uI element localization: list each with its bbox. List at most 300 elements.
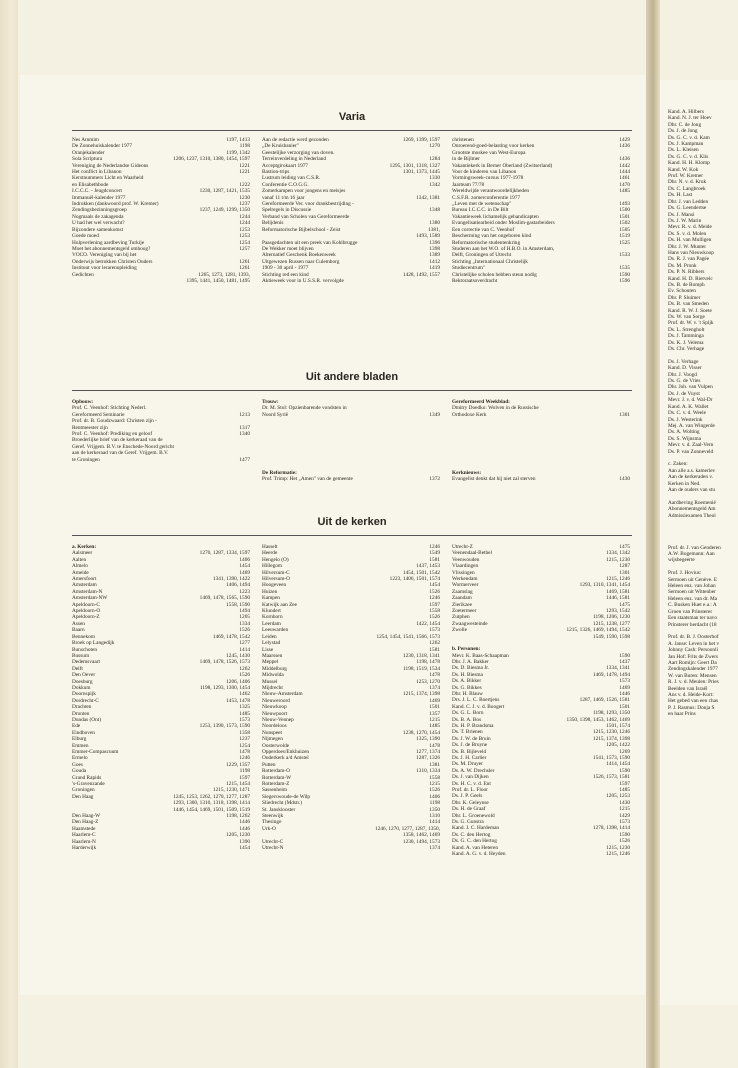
entry-title: „Leven met de wetenschap" <box>452 201 512 208</box>
facing-page-line: Sermoen uit Genève. E <box>668 576 718 583</box>
entry-title: Zutphen <box>452 614 470 621</box>
entry-pages: 1246 <box>429 595 440 602</box>
entry-title: Dmitry Doedko: Wolven in de Russische <box>452 405 539 412</box>
facing-page-line: Dhr. Joh. van Vulpen <box>668 384 713 391</box>
entry-pages: 1341, 1390, 1422 <box>212 576 250 583</box>
entry-pages: 1269 <box>619 748 630 755</box>
facing-page-line: Abonnementsgeld Am <box>668 506 716 513</box>
entry-title: Broek op Langedijk <box>72 640 115 647</box>
entry-pages: 1287 <box>619 563 630 570</box>
entry-pages: 1478 <box>429 742 440 749</box>
entry-pages: 1223 <box>239 588 250 595</box>
book-gutter <box>646 0 660 1068</box>
entry-title: C.S.F.R. zomerconferentie 1977 <box>452 194 521 201</box>
entry-pages: 1245, 1253, 1262, 1270, 1277, 1287 <box>173 793 250 800</box>
kerken-list-1 <box>72 550 250 851</box>
facing-page-line: Ds. J. Verhage <box>668 358 699 365</box>
entry-title: Wereldwijde verantwoordelijkheden <box>452 188 530 195</box>
entry-pages: 1215 <box>429 716 440 723</box>
entry-title: Leiden <box>262 633 277 640</box>
entry-title: Dundas (Ont) <box>72 716 101 723</box>
entry-pages: 1223, 1406, 1501, 1574 <box>389 576 440 583</box>
facing-page-line: Ds. G. C. v. d. Klis <box>668 153 709 160</box>
entry-title: Urk-O <box>262 825 276 832</box>
facing-page-line: Mevr. v. d. Zaal-Vern <box>668 442 714 449</box>
entry-title: Den Haag <box>72 793 94 800</box>
entry-pages: 1246 <box>239 755 250 762</box>
geref-weekblad-block <box>452 399 630 418</box>
book-spine-left <box>0 0 18 1068</box>
entry-pages: 1253, 1390, 1573, 1590 <box>199 723 250 730</box>
entry-pages: 1349 <box>429 411 440 418</box>
entry-title: Haamstede <box>72 825 96 832</box>
entry-pages: 1253, 1270 <box>416 678 440 685</box>
entry-title: Dhr. J. A. Bakker <box>452 658 489 665</box>
entry-title: Ede <box>72 723 81 730</box>
entry-title: Ds. J. P. Geels <box>452 793 483 800</box>
entry-title: Delft, Groningen of Utrecht <box>452 252 512 259</box>
entry-title: Grootste moskee van West-Europa <box>452 149 526 156</box>
entry-pages: 1198 <box>239 143 250 150</box>
facing-page-line: Ds. J. de Vuyst <box>668 390 700 397</box>
entry-pages: 1475 <box>619 544 630 550</box>
facing-page-line: Ds. Chr. Verhage <box>668 346 705 353</box>
entry-title: Rektoraatsoverdracht <box>452 277 498 284</box>
index-entry <box>452 412 630 418</box>
facing-page-line: Admissiexamen Theol <box>668 512 716 519</box>
section-title: Uit andere bladen <box>305 371 399 383</box>
entry-pages: 1469 <box>619 684 630 691</box>
facing-page-line: Ds. J. Kampman <box>668 141 704 148</box>
entry-pages: 1293, 1542 <box>606 608 630 615</box>
entry-pages: 1469, 1478, 1565, 1590 <box>199 595 250 602</box>
entry-pages: 1414 <box>429 819 440 826</box>
entry-pages: 1493, 1589 <box>416 233 440 240</box>
facing-page-line: Kerken in Ned. <box>668 480 701 487</box>
facing-page-line: Ans v. d. Heide-Kort: <box>668 691 714 698</box>
entry-title: Noord Syrië <box>262 411 289 418</box>
entry-title: Rotterdam-Z <box>262 781 290 788</box>
entry-pages: 1469 <box>239 569 250 576</box>
entry-title: Apeldoorn-Z <box>72 614 100 621</box>
entry-title: Prof. dr. B. Goudzwaard: Christen zijn - <box>72 418 157 425</box>
entry-pages: 1597 <box>239 774 250 781</box>
entry-title: vanaf 11 t/m 16 jaar <box>262 194 305 201</box>
facing-page-line: Aan alle a.s. kamerlev <box>668 467 716 474</box>
entry-pages: 1446 <box>239 819 250 826</box>
entry-title: Nieuwkoop <box>262 704 287 711</box>
entry-title: Maarssen <box>262 652 283 659</box>
entry-pages: 1478 <box>239 749 250 755</box>
entry-title: Baarn <box>72 627 85 634</box>
entry-pages: 1485 <box>619 787 630 794</box>
entry-title: Prof. dr. L. Floor <box>452 787 488 794</box>
entry-title: Zomerkampen voor jongens en meisjes <box>262 188 346 195</box>
entry-title: U had het wel verwacht? <box>72 220 125 227</box>
entry-pages: 1215 <box>619 806 630 813</box>
entry-pages: 1215, 1246 <box>606 851 630 858</box>
entry-title: De Zonnehuiskalender 1977 <box>72 143 133 150</box>
entry-title: Kerstnummers Licht en Waarheid <box>72 175 144 182</box>
entry-title: Broederlijke brief van de kerkeraad van de <box>72 437 163 444</box>
facing-page-line: Ds. J. W. Marin <box>668 217 702 224</box>
entry-pages: 1381 <box>429 761 440 768</box>
entry-title: Wormerveer <box>452 582 479 589</box>
entry-title: Ds. J. H. Carlier <box>452 755 487 761</box>
entry-pages: 1198, 1293, 1350 <box>593 710 630 717</box>
entry-pages: 1238, 1270, 1454 <box>402 729 440 736</box>
entry-pages: 1442 <box>619 162 630 169</box>
entry-pages: 1342, 1381 <box>416 194 440 201</box>
entry-pages: 1253 <box>239 226 250 233</box>
entry-pages: 1215 <box>429 781 440 788</box>
entry-title: Nes Ammim <box>72 137 99 143</box>
entry-pages: 1446, 1454, 1469, 1501, 1509, 1519 <box>173 806 250 813</box>
entry-title: Dronten <box>72 710 90 717</box>
entry-title: Doornspijk <box>72 691 96 698</box>
facing-page-line: Ds. K. J. Velema <box>668 339 704 346</box>
entry-title: Dhr. H. Blauw <box>452 690 483 697</box>
facing-page-line: Kand. A. K. Wallet <box>668 403 709 410</box>
entry-title: Geref. Vrijgem. B.V. te Enschede-Noord gericht <box>72 443 175 450</box>
entry-title: Mussel <box>262 678 278 685</box>
entry-title: Prof. C. Veenhof: Stichting Nederl. <box>72 405 147 412</box>
entry-pages: 1215, 1374, 1398 <box>402 691 440 698</box>
facing-page-line: A. Janse: Leven in het v <box>668 640 720 647</box>
entry-title: Acceptgirokaart 1977 <box>262 162 309 169</box>
section-title: Uit de kerken <box>317 516 387 528</box>
entry-pages: 1205, 1422 <box>606 742 630 749</box>
entry-title: VOCO. Vereniging van bij het <box>72 252 137 259</box>
entry-title: te Groningen <box>72 456 100 463</box>
entry-pages: 1526 <box>619 838 630 845</box>
facing-page-line: Kand. D. Visser <box>668 365 702 372</box>
entry-title: Ds. J. de Bruyne <box>452 742 488 749</box>
entry-pages: 1254 <box>239 239 250 246</box>
entry-title: Ds. J. van Dijken <box>452 774 489 781</box>
entry-pages: 1573 <box>619 819 630 826</box>
reformatie-block <box>262 470 440 483</box>
entry-title: Ds. H. C. v. d. Ent <box>452 780 491 787</box>
entry-pages: 1389 <box>429 252 440 259</box>
facing-page-line: Mevr. J. v. d. Wal-Dr <box>668 397 713 404</box>
entry-title: Geestelijke verzorging van doven. <box>262 149 335 156</box>
entry-pages: 1437 <box>619 658 630 665</box>
facing-page-line: Aan de kerkeraden v. <box>668 474 713 481</box>
entry-pages: 1270 <box>429 143 440 150</box>
entry-title: Kand. C. J. v. d. Boogert <box>452 703 505 710</box>
facing-page-line: Ev. Schouten <box>668 288 696 295</box>
entry-title: Hasselt <box>262 544 278 550</box>
geref-weekblad-list <box>452 405 630 418</box>
facing-page-line: Kand. H. H. Klomp <box>668 160 710 167</box>
entry-title: Heerde <box>262 550 278 557</box>
facing-page-line: Kand. W. Kok <box>668 166 699 173</box>
facing-page-line: Heleen enz. van Johan <box>668 583 716 590</box>
entry-title: St. Jansklooster <box>262 806 296 813</box>
entry-pages: 1215, 1230, 1246 <box>592 729 630 736</box>
entry-title: Hillegom <box>262 563 283 570</box>
entry-pages: 1357 <box>429 710 440 717</box>
entry-pages: 1198, 1478 <box>416 659 440 666</box>
block-heading: Opbouw: <box>72 399 94 405</box>
facing-page-line: Aart Romijn: Geert Da <box>668 659 717 666</box>
facing-page-line: Aan de ouders van stu <box>668 486 716 493</box>
entry-title: Amersfoort <box>72 576 97 583</box>
entry-title: Lustrum leiding van C.S.R. <box>262 175 321 182</box>
entry-title: Opperdoes/Enkhuizen <box>262 749 310 755</box>
entry-title: Paasgedachten uit een preek van Kohlbrugge <box>262 239 358 246</box>
entry-title: Gereformeerde Ver. voor drankbestrijding - <box>262 201 354 208</box>
facing-page-line: Ds. M. Pronk <box>668 262 697 269</box>
entry-title: Zwolle <box>452 627 468 634</box>
entry-pages: 1469, 1478, 1526, 1573 <box>199 659 250 666</box>
entry-pages: 1436 <box>619 156 630 163</box>
entry-title: in de Bijlmer <box>452 156 480 163</box>
entry-title: I.C.C.C. - Jeugdconcert <box>72 188 123 195</box>
facing-page-line: Dhr. J. Voogd <box>668 371 697 378</box>
entry-pages: 1454 <box>429 582 440 589</box>
entry-title: Nieuw-Vennep <box>262 716 294 723</box>
entry-pages: 1454, 1501, 1542 <box>402 569 440 576</box>
facing-page-line: Dhr. P. Sluimer <box>668 294 701 301</box>
entry-title: Ermelo <box>72 755 88 762</box>
entry-pages: 1197, 1413 <box>226 137 250 143</box>
entry-pages: 1334, 1341 <box>606 665 630 672</box>
facing-page-line: Prof. dr. W. v. 't Spijk <box>668 320 714 327</box>
entry-pages: 1430 <box>619 799 630 806</box>
entry-title: Rotterdam-O <box>262 768 290 775</box>
entry-title: Kand. A. G. v. d. Heyden <box>452 851 506 858</box>
entry-pages: 1395, 1441, 1450, 1481, 1495 <box>186 277 250 284</box>
entry-title: Apeldoorn-C <box>72 601 100 608</box>
entry-title: Dokkum <box>72 684 91 691</box>
entry-title: Amsterdam-N <box>72 588 103 595</box>
entry-pages: 1485 <box>429 723 440 730</box>
entry-title: Belijdenis <box>262 220 284 227</box>
entry-pages: 1505 <box>619 226 630 233</box>
entry-title: Het conflict in Libanon <box>72 169 122 176</box>
entry-title: Hengelo (O) <box>262 556 289 563</box>
trouw-block <box>262 399 440 418</box>
entry-pages: 1277, 1374 <box>416 749 440 755</box>
entry-pages: 1229, 1357 <box>226 761 250 768</box>
entry-pages: 1500 <box>619 207 630 214</box>
entry-title: Prof. Trimp: Het „Amen" van de gemeente <box>262 476 353 483</box>
entry-pages: 1206, 1237, 1310, 1380, 1454, 1597 <box>173 156 250 163</box>
facing-page-line: Prinsterer herdacht (18 <box>668 621 717 628</box>
entry-title: Vereniging de Nederlandse Gideons <box>72 162 149 169</box>
entry-title: Hoogeveen <box>262 582 287 589</box>
section-rule <box>72 535 632 536</box>
entry-pages: 1469 <box>429 697 440 704</box>
facing-page-line: Dhr. N. v. d. Kruk <box>668 179 707 186</box>
entry-title: Doesburg <box>72 678 93 685</box>
entry-title: Vakantieweek lichamelijk gehandicapten <box>452 213 539 220</box>
entry-title: Utrecht-Z <box>452 544 473 550</box>
entry-title: Stichting „Internationaal Christelijk <box>452 258 528 265</box>
entry-pages: 1310 <box>429 813 440 820</box>
entry-pages: 1396 <box>429 239 440 246</box>
entry-title: Gereformeerd Seminarie <box>72 411 125 418</box>
facing-page-line: C. Busken Huet e.a.: A <box>668 602 717 609</box>
entry-pages: 1358, 1462, 1469 <box>402 832 440 839</box>
entry-pages: 1406 <box>239 556 250 563</box>
entry-pages: 1454 <box>239 563 250 570</box>
facing-page-line: Ds. P. N. Ribbers <box>668 269 705 276</box>
index-entry <box>262 278 440 284</box>
entry-pages: 1246, 1270, 1277, 1287, 1350, <box>375 825 440 832</box>
entry-title: Onroerend-goed-belasting voor kerken <box>452 143 535 150</box>
entry-title: Aktieweek voor in U.S.S.R. vervolgde <box>262 277 344 284</box>
entry-pages: 1244 <box>239 220 250 227</box>
entry-title: De Wekker moet blijven <box>262 245 314 252</box>
entry-pages: 1215, 1374, 1398 <box>592 735 630 742</box>
index-entry <box>72 278 250 284</box>
entry-title: Evangelisatiearbeid onder Moslim-gastarbeiders <box>452 220 555 227</box>
entry-pages: 1374 <box>429 684 440 691</box>
entry-title: Jaarteam 77/78 <box>452 181 485 188</box>
entry-pages: 1390 <box>239 838 250 845</box>
entry-title: Emmen <box>72 742 89 749</box>
facing-page-line: P. J. Rasmus: Donja S <box>668 704 715 711</box>
entry-pages: 1446 <box>239 825 250 832</box>
entry-pages: 1477 <box>239 456 250 463</box>
entry-pages: 1573 <box>429 627 440 634</box>
entry-pages: 1287, 1469, 1526, 1581 <box>579 697 630 704</box>
entry-title: Ds. H. P. Brandsma <box>452 722 494 729</box>
entry-title: Reformatorische studentenkring <box>452 239 521 246</box>
entry-pages: 1284 <box>429 156 440 163</box>
entry-title: Apeldoorn-O <box>72 608 101 615</box>
entry-title: Immanuël-kalender 1977 <box>72 194 126 201</box>
entry-pages: 1446, 1581 <box>606 595 630 602</box>
index-page <box>20 75 645 995</box>
entry-pages: 1494 <box>239 608 250 615</box>
facing-page-line: Sermoen uit Wittenber <box>668 589 716 596</box>
facing-page-line: Ds. G. C. v. d. Kam <box>668 134 710 141</box>
block-heading: a. Kerken: <box>72 544 97 550</box>
entry-title: aan de kerkeraad van de Geref. Vrijgem. B.V. <box>72 450 169 457</box>
entry-title: Nieuw-Amsterdam <box>262 691 303 698</box>
entry-title: Bescherming van het ongeboren kind <box>452 233 532 240</box>
entry-title: Onderwijs betrokken Christen Ouders <box>72 258 153 265</box>
entry-pages: 1453, 1478 <box>226 697 250 704</box>
entry-title: Haarlem-N <box>72 838 96 845</box>
entry-title: Hilversum-O <box>262 576 290 583</box>
entry-title: Elburg <box>72 736 87 743</box>
entry-pages: 1230, 1318, 1341 <box>402 652 440 659</box>
entry-title: Thesinge <box>262 819 282 826</box>
entry-pages: 1221 <box>239 169 250 176</box>
entry-pages: 1198, 1206, 1230 <box>593 614 630 621</box>
kerken-col-3 <box>452 544 630 858</box>
entry-pages: 1222 <box>239 181 250 188</box>
entry-title: Vlaardingen <box>452 563 479 570</box>
entry-pages: 1257 <box>239 245 250 252</box>
entry-title: Vlissingen <box>452 569 475 576</box>
entry-title: Prof. C. Veenhof: Prediking en geloof <box>72 431 153 438</box>
facing-page-line: Ds. H. Last <box>668 192 693 199</box>
entry-title: Lelystad <box>262 640 281 647</box>
entry-pages: 1348 <box>429 207 440 214</box>
entry-title: Ouderkerk a/d Amstel <box>262 755 309 762</box>
entry-pages: 1573 <box>619 678 630 685</box>
entry-pages: 1372 <box>429 476 440 483</box>
facing-page-line: Dhr. J. W. Munter <box>668 243 706 250</box>
entry-title: Aan de redactie werd gezonden <box>262 137 329 143</box>
entry-pages: 1215, 1326, 1469, 1494, 1542 <box>566 627 630 634</box>
personen-list <box>452 653 630 858</box>
entry-pages: 1526 <box>239 627 250 634</box>
entry-pages: 1230 <box>239 194 250 201</box>
entry-pages: 1253 <box>239 233 250 240</box>
entry-title: Klundert <box>262 608 281 615</box>
entry-pages: 1475 <box>619 601 630 608</box>
index-entry <box>72 845 250 851</box>
facing-page-line: Ds. A. Wolting <box>668 429 700 436</box>
entry-title: Utrecht-C <box>262 838 284 845</box>
facing-page-line: Ds. B. de Romph <box>668 281 705 288</box>
entry-title: Leeuwarden <box>262 627 289 634</box>
facing-page-line: Ds. B. van Smeden <box>668 301 709 308</box>
facing-page-line: Prof. J. Hovius: <box>668 570 702 577</box>
varia-col-3 <box>452 137 630 284</box>
entry-pages: 1254 <box>239 742 250 749</box>
entry-pages: 1501 <box>619 213 630 220</box>
entry-title: Oosterwolde <box>262 742 290 749</box>
entry-pages: 1262 <box>239 665 250 672</box>
entry-title: Bureau I.C.C.C. in De Bilt <box>452 207 509 214</box>
entry-pages: 1526 <box>239 672 250 679</box>
entry-title: Bunschoten <box>72 646 98 653</box>
entry-pages: 1541, 1573, 1590 <box>592 755 630 761</box>
entry-pages: 1215, 1230 <box>606 844 630 851</box>
index-entry <box>72 457 250 463</box>
entry-pages: 1254, 1454, 1541, 1566, 1573 <box>376 633 440 640</box>
entry-title: Zaamslag <box>452 588 473 595</box>
entry-title: Emmer-Compascuum <box>72 749 119 755</box>
entry-title: Nieuwpoort <box>262 710 288 717</box>
kerken-col-1 <box>72 544 250 852</box>
facing-page-line: Ds. G. Leendertse <box>668 205 707 212</box>
entry-pages: 1358 <box>239 729 250 736</box>
entry-title: Delft <box>72 665 83 672</box>
entry-title: Vakantiekerk in Berner Oberland (Zwitserland) <box>452 162 553 169</box>
entry-title: Kampen <box>262 595 280 602</box>
facing-page-line: Ds. J. Mansi <box>668 211 695 218</box>
entry-pages: 1437, 1453 <box>416 563 440 570</box>
entry-pages: 1350, 1398, 1453, 1462, 1469 <box>566 716 630 723</box>
entry-pages: 1205, 1230 <box>226 832 250 839</box>
entry-title: Steenwijk <box>262 813 284 820</box>
entry-title: Ds. B. Bijleveld <box>452 748 487 755</box>
entry-pages: 1237, 1249, 1299, 1350 <box>199 207 250 214</box>
entry-title: Instituut voor lerarenopleiding <box>72 265 137 272</box>
entry-pages: 1270, 1287, 1334, 1597 <box>199 550 250 557</box>
facing-page-line: Zendingskalender 1977 <box>668 666 718 673</box>
entry-pages: 1381, <box>428 226 440 233</box>
facing-page-line: Groen van Prinsterer <box>668 608 713 615</box>
entry-title: Amsterdam-NW <box>72 595 108 602</box>
entry-title: Ds. H. Biesma <box>452 671 483 678</box>
entry-title: Amsterdam <box>72 582 97 589</box>
entry-pages: 1470 <box>619 181 630 188</box>
entry-title: Ds. G. L. Born <box>452 710 484 717</box>
entry-pages: 1206, 1406 <box>226 678 250 685</box>
entry-title: Vormingsweek-cursus 1977-1978 <box>452 175 524 182</box>
entry-pages: 1485 <box>619 188 630 195</box>
